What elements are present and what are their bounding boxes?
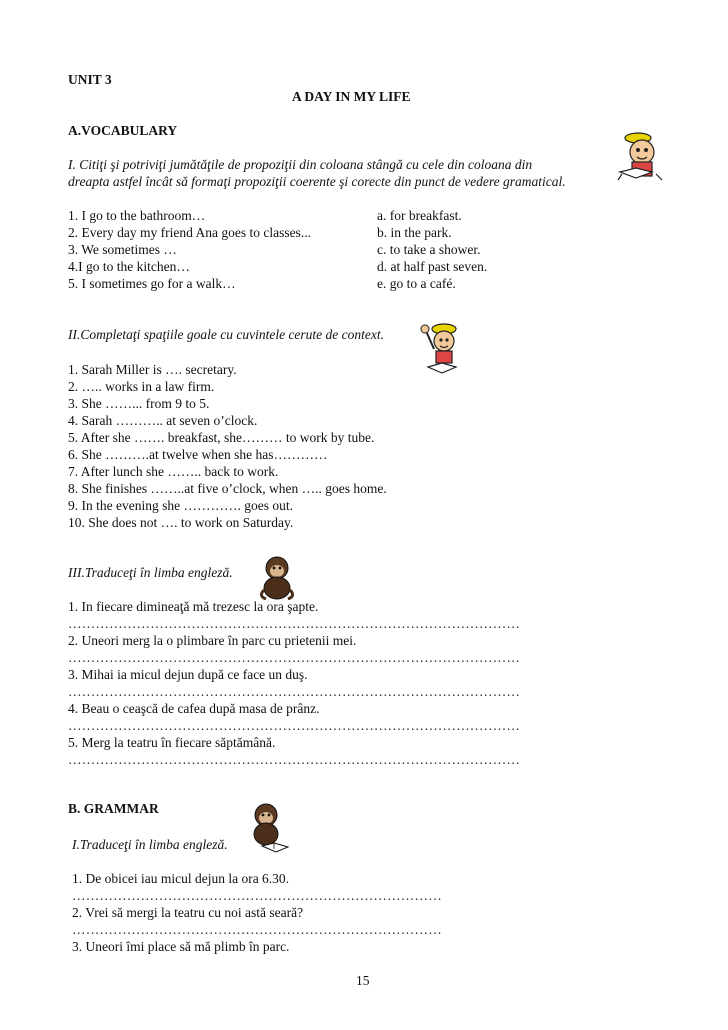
match-right-a: a. for breakfast. — [377, 208, 462, 223]
answer-line-3: ……………………………………………………………………………………… — [68, 684, 521, 699]
fill-item-8: 8. She finishes ……..at five o’clock, when ….. goes home. — [68, 481, 387, 496]
grammar-answer-line-2: ……………………………………………………………………… — [72, 922, 442, 937]
fill-item-6: 6. She ……….at twelve when she has………… — [68, 447, 328, 462]
match-left-1: 1. I go to the bathroom… — [68, 208, 206, 223]
match-left-5: 5. I sometimes go for a walk… — [68, 276, 236, 291]
answer-line-5: ……………………………………………………………………………………… — [68, 752, 521, 767]
translate-item-1: 1. In fiecare dimineaţă mă trezesc la ora şapte. — [68, 599, 319, 614]
fill-item-10: 10. She does not …. to work on Saturday. — [68, 515, 294, 530]
translate-item-5: 5. Merg la teatru în fiecare săptămână. — [68, 735, 276, 750]
match-right-c: c. to take a shower. — [377, 242, 481, 257]
translate-item-3: 3. Mihai ia micul dejun după ce face un duş. — [68, 667, 308, 682]
monkey-reading-clipart-icon — [242, 800, 292, 856]
match-left-2: 2. Every day my friend Ana goes to classes... — [68, 225, 311, 240]
grammar-item-3: 3. Uneori îmi place să mă plimb în parc. — [72, 939, 290, 954]
match-left-4: 4.I go to the kitchen… — [68, 259, 190, 274]
exercise-1-instruction-line-1: I. Citiţi şi potriviţi jumătăţile de propoziţii din coloana stângă cu cele din coloana din — [68, 157, 533, 172]
fill-item-4: 4. Sarah ……….. at seven o’clock. — [68, 413, 258, 428]
match-left-3: 3. We sometimes … — [68, 242, 177, 257]
fill-item-2: 2. ….. works in a law firm. — [68, 379, 215, 394]
grammar-exercise-1-instruction: I.Traduceţi în limba engleză. — [72, 837, 228, 852]
reading-boy-clipart-icon — [612, 128, 670, 186]
exercise-2-instruction: II.Completaţi spaţiile goale cu cuvintele cerute de context. — [68, 327, 385, 342]
match-right-d: d. at half past seven. — [377, 259, 488, 274]
answer-line-4: ……………………………………………………………………………………… — [68, 718, 521, 733]
vocabulary-heading: A.VOCABULARY — [68, 123, 178, 138]
match-right-e: e. go to a café. — [377, 276, 456, 291]
page-number: 15 — [356, 973, 370, 988]
grammar-answer-line-1: ……………………………………………………………………… — [72, 888, 442, 903]
waving-boy-clipart-icon — [414, 321, 468, 377]
answer-line-1: ……………………………………………………………………………………… — [68, 616, 521, 631]
exercise-3-instruction: III.Traduceţi în limba engleză. — [68, 565, 233, 580]
monkey-clipart-icon — [252, 552, 302, 600]
fill-item-7: 7. After lunch she …….. back to work. — [68, 464, 279, 479]
fill-item-5: 5. After she ……. breakfast, she……… to work by tube. — [68, 430, 375, 445]
exercise-1-instruction-line-2: dreapta astfel încât să formaţi propoziţii coerente şi corecte din punct de vedere gramatical. — [68, 174, 566, 189]
fill-item-1: 1. Sarah Miller is …. secretary. — [68, 362, 237, 377]
fill-item-3: 3. She ……... from 9 to 5. — [68, 396, 210, 411]
translate-item-2: 2. Uneori merg la o plimbare în parc cu prietenii mei. — [68, 633, 357, 648]
match-right-b: b. in the park. — [377, 225, 452, 240]
unit-label: UNIT 3 — [68, 72, 112, 87]
fill-item-9: 9. In the evening she …………. goes out. — [68, 498, 293, 513]
translate-item-4: 4. Beau o ceaşcă de cafea după masa de prânz. — [68, 701, 320, 716]
grammar-heading: B. GRAMMAR — [68, 801, 159, 816]
grammar-item-1: 1. De obicei iau micul dejun la ora 6.30. — [72, 871, 290, 886]
page-title: A DAY IN MY LIFE — [292, 89, 411, 104]
grammar-item-2: 2. Vrei să mergi la teatru cu noi astă seară? — [72, 905, 304, 920]
answer-line-2: ……………………………………………………………………………………… — [68, 650, 521, 665]
